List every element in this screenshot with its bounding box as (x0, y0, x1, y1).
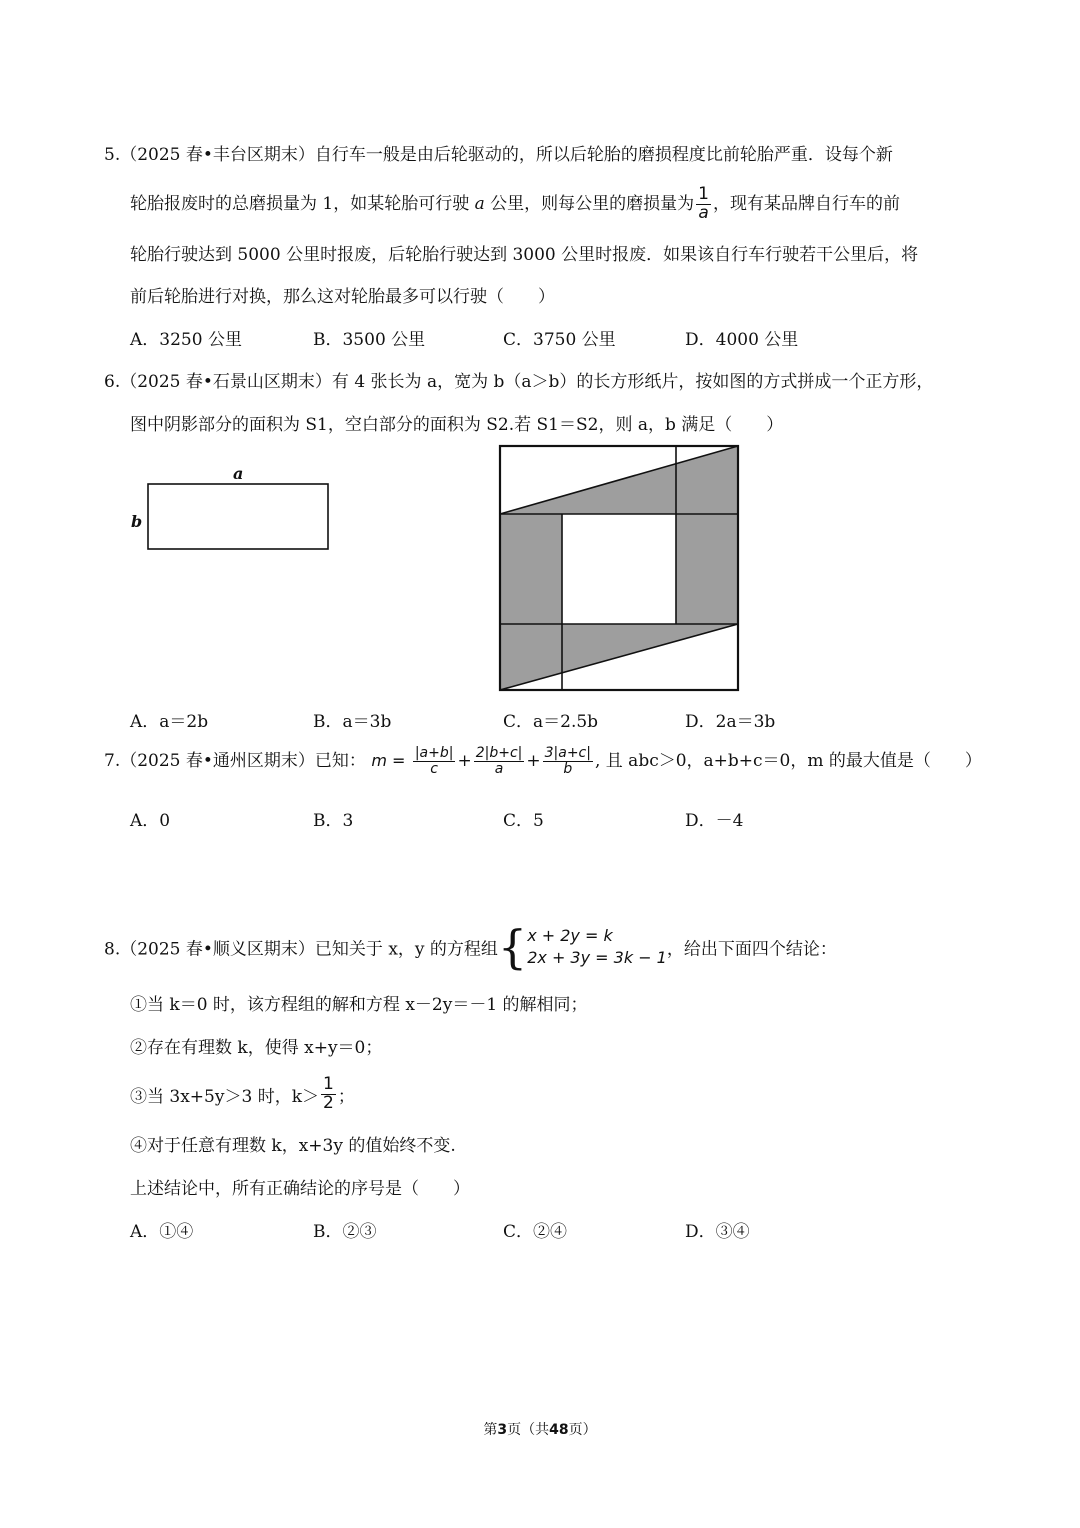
q6-line-1: 6.（2025 春•石景山区期末）有 4 张长为 a，宽为 b（a＞b）的长方形纸片，按如图的方式拼成一个正方形， (104, 372, 934, 392)
q8-conclusion-3 (130, 1076, 355, 1113)
q6-rect (148, 484, 328, 549)
q5-frac-den: a (698, 202, 709, 223)
q5-choice-d[interactable]: D．4000 公里 (685, 330, 799, 350)
q7-choice-d[interactable]: D．－4 (685, 811, 744, 831)
q8-c3-pre: ③当 3x+5y＞3 时，k＞ (130, 1086, 319, 1107)
q5-choice-b[interactable]: B．3500 公里 (313, 330, 426, 350)
q8-c3-num: 1 (323, 1074, 334, 1094)
q7-f3-num: 3|a+c| (544, 745, 591, 762)
q8-c3-den: 2 (323, 1092, 334, 1113)
q8-choice-c[interactable]: C．②④ (503, 1222, 568, 1242)
q8-c3-fraction (321, 1076, 336, 1113)
q7-f2-num: 2|b+c| (475, 745, 523, 762)
q6-shade-left (500, 514, 562, 624)
q8-eq-2: 2x + 3y = 3k − 1 (527, 948, 667, 967)
q7-fraction-3 (543, 746, 593, 776)
q6-square-figure (498, 444, 742, 692)
q8-choice-b[interactable]: B．②③ (313, 1222, 377, 1242)
q5-line-2-post: ，现有某品牌自行车的前 (713, 193, 900, 214)
q8-system (527, 925, 667, 968)
q6-label-b: b (131, 512, 143, 531)
q7-f1-den: c (430, 761, 438, 777)
q7-line (104, 746, 982, 777)
q8-brace-icon: { (497, 920, 528, 974)
q8-conclusion-1: ①当 k＝0 时，该方程组的解和方程 x－2y＝－1 的解相同； (130, 995, 588, 1015)
q5-frac-num: 1 (698, 184, 709, 204)
q5-choice-c[interactable]: C．3750 公里 (503, 330, 616, 350)
q7-f1-num: |a+b| (414, 745, 454, 762)
q6-label-a: a (233, 464, 244, 483)
q5-var-a: a (474, 193, 485, 214)
footer-page-number: 3 (497, 1422, 508, 1438)
footer-post: 页） (568, 1422, 597, 1438)
q8-suffix: ，给出下面四个结论： (666, 939, 837, 960)
q5-line-2-pre: 轮胎报废时的总磨损量为 1，如某轮胎可行驶 (130, 193, 475, 214)
q7-choice-a[interactable]: A．0 (130, 811, 171, 831)
q5-line-4: 前后轮胎进行对换，那么这对轮胎最多可以行驶（ ） (130, 287, 555, 307)
q8-line (104, 920, 837, 974)
q6-choice-b[interactable]: B．a＝3b (313, 712, 392, 732)
q7-plus-2: + (526, 751, 541, 771)
q7-plus-1: + (457, 751, 472, 771)
q7-fraction-2 (474, 746, 525, 776)
q8-choice-a[interactable]: A．①④ (130, 1222, 194, 1242)
q5-line-1: 5.（2025 春•丰台区期末）自行车一般是由后轮驱动的，所以后轮胎的磨损程度比前轮胎严重．设每个新 (104, 145, 893, 165)
q7-fraction-1 (413, 746, 456, 776)
page-footer (0, 1419, 1080, 1439)
q6-choice-d[interactable]: D．2a＝3b (685, 712, 776, 732)
q7-suffix: , 且 abc＞0，a+b+c＝0，m 的最大值是（ ） (594, 751, 982, 771)
q8-c3-post: ； (337, 1086, 355, 1107)
q6-choice-c[interactable]: C．a＝2.5b (503, 712, 599, 732)
q7-m-eq: m = (371, 751, 406, 770)
q7-f3-den: b (563, 761, 573, 777)
footer-mid: 页（共 (507, 1422, 550, 1438)
q7-f2-den: a (494, 761, 504, 777)
q5-line-3: 轮胎行驶达到 5000 公里时报废，后轮胎行驶达到 3000 公里时报废．如果该自行车行驶若干公里后，将 (130, 245, 919, 265)
q5-line-2-mid: 公里，则每公里的磨损量为 (484, 193, 695, 214)
q5-choice-a[interactable]: A．3250 公里 (130, 330, 242, 350)
q8-conclusion-2: ②存在有理数 k，使得 x+y＝0； (130, 1038, 383, 1058)
q6-choice-a[interactable]: A．a＝2b (130, 712, 209, 732)
q8-prefix: 8.（2025 春•顺义区期末）已知关于 x，y 的方程组 (104, 939, 498, 960)
q8-choice-d[interactable]: D．③④ (685, 1222, 750, 1242)
q8-conclusion-4: ④对于任意有理数 k，x+3y 的值始终不变. (130, 1136, 456, 1156)
q8-question: 上述结论中，所有正确结论的序号是（ ） (130, 1179, 470, 1199)
q7-choice-c[interactable]: C．5 (503, 811, 544, 831)
footer-total-pages: 48 (549, 1422, 569, 1438)
q6-shade-right (676, 514, 738, 624)
footer-pre: 第 (483, 1422, 498, 1438)
q8-eq-1: x + 2y = k (527, 926, 613, 946)
q5-fraction (696, 186, 711, 223)
q5-line-2 (130, 186, 900, 223)
q7-prefix: 7.（2025 春•通州区期末）已知： (104, 751, 366, 771)
q7-choice-b[interactable]: B．3 (313, 811, 354, 831)
q6-rectangle-figure (125, 455, 340, 560)
q6-line-2: 图中阴影部分的面积为 S1，空白部分的面积为 S2.若 S1＝S2，则 a，b 满足（ ） (130, 415, 784, 435)
